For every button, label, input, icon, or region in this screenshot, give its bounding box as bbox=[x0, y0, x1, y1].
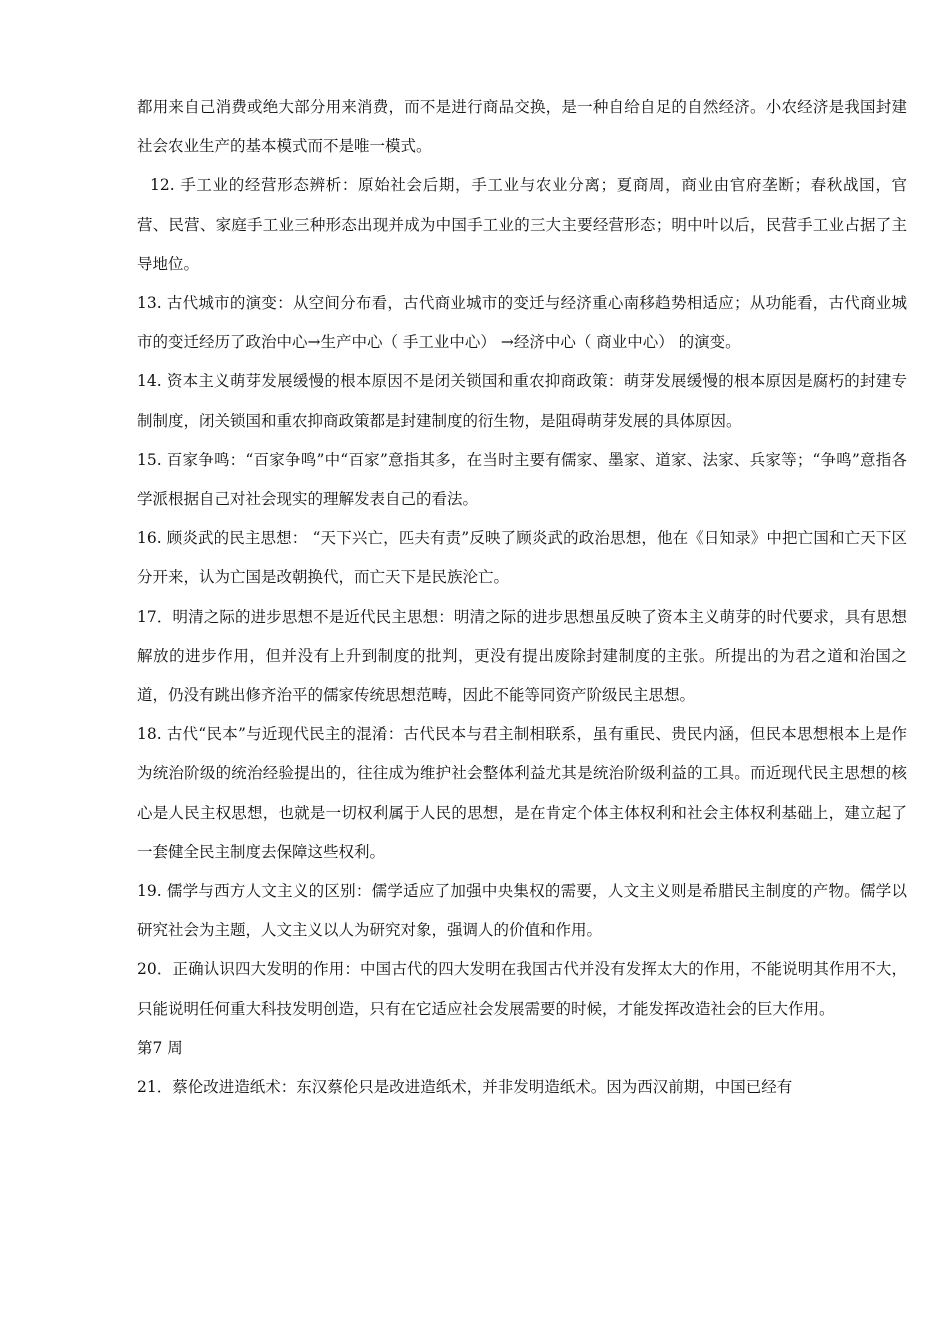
paragraph-20: 20．正确认识四大发明的作用：中国古代的四大发明在我国古代并没有发挥太大的作用，不能说明其作用不大，只能说明任何重大科技发明创造，只有在它适应社会发展需要的时候，才能发挥改造社会的巨大作用。 bbox=[137, 960, 907, 1018]
paragraph-13: 13. 古代城市的演变：从空间分布看，古代商业城市的变迁与经济重心南移趋势相适应；从功能看，古代商业城市的变迁经历了政治中心→生产中心（ 手工业中心） →经济中心（ 商业中心） 的演变。 bbox=[137, 294, 907, 352]
paragraph-continuation: 都用来自己消费或绝大部分用来消费，而不是进行商品交换，是一种自给自足的自然经济。小农经济是我国封建社会农业生产的基本模式而不是唯一模式。 bbox=[137, 98, 907, 156]
paragraph-16: 16. 顾炎武的民主思想： “天下兴亡，匹夫有责”反映了顾炎武的政治思想，他在《日知录》中把亡国和亡天下区分开来，认为亡国是改朝换代，而亡天下是民族沦亡。 bbox=[137, 529, 907, 587]
paragraph-18: 18. 古代“民本”与近现代民主的混淆：古代民本与君主制相联系，虽有重民、贵民内涵，但民本思想根本上是作为统治阶级的统治经验提出的，往往成为维护社会整体利益尤其是统治阶级利益的工具。而近现代民主思想的核心是人民主权思想，也就是一切权利属于人民的思想，是在肯定个体主体权利和社会主体权利基础上，建立起了一套健全民主制度去保障这些权利。 bbox=[137, 725, 907, 861]
paragraph-21: 21．蔡伦改进造纸术：东汉蔡伦只是改进造纸术，并非发明造纸术。因为西汉前期，中国已经有 bbox=[137, 1078, 793, 1097]
paragraph-12: 12. 手工业的经营形态辨析：原始社会后期，手工业与农业分离；夏商周，商业由官府垄断；春秋战国，官营、民营、家庭手工业三种形态出现并成为中国手工业的三大主要经营形态；明中叶以后，民营手工业占据了主导地位。 bbox=[137, 176, 907, 273]
section-heading-week-7: 第7 周 bbox=[137, 1038, 183, 1057]
paragraph-19: 19. 儒学与西方人文主义的区别：儒学适应了加强中央集权的需要，人文主义则是希腊民主制度的产物。儒学以研究社会为主题，人文主义以人为研究对象，强调人的价值和作用。 bbox=[137, 882, 907, 940]
paragraph-14: 14. 资本主义萌芽发展缓慢的根本原因不是闭关锁国和重农抑商政策：萌芽发展缓慢的根本原因是腐朽的封建专制制度，闭关锁国和重农抑商政策都是封建制度的衍生物，是阻碍萌芽发展的具体原因。 bbox=[137, 372, 907, 430]
document-body bbox=[137, 88, 907, 1107]
paragraph-15: 15. 百家争鸣：“百家争鸣”中“百家”意指其多，在当时主要有儒家、墨家、道家、法家、兵家等；“争鸣”意指各学派根据自己对社会现实的理解发表自己的看法。 bbox=[137, 450, 907, 509]
paragraph-17: 17．明清之际的进步思想不是近代民主思想：明清之际的进步思想虽反映了资本主义萌芽的时代要求，具有思想解放的进步作用，但并没有上升到制度的批判，更没有提出废除封建制度的主张。所提出的为君之道和治国之道，仍没有跳出修齐治平的儒家传统思想范畴，因此不能等同资产阶级民主思想。 bbox=[137, 607, 907, 705]
